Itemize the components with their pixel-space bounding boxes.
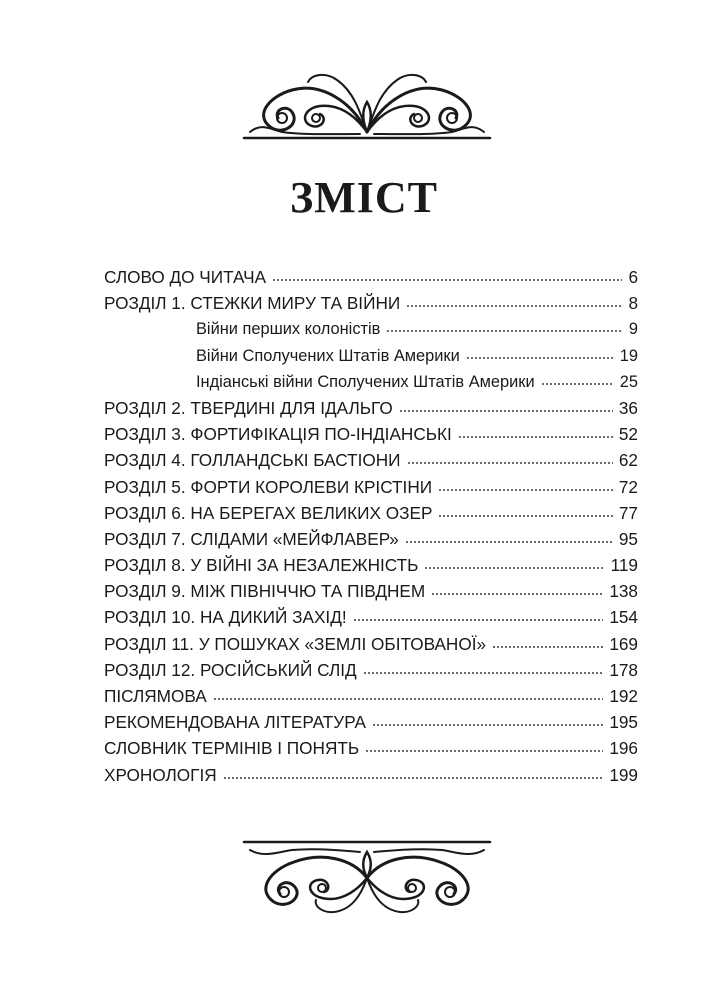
toc-leader-dots [353, 618, 604, 622]
toc-page-number: 195 [609, 712, 638, 733]
toc-page-number: 19 [619, 346, 638, 365]
toc-label: СЛОВНИК ТЕРМІНІВ І ПОНЯТЬ [104, 738, 360, 759]
toc-leader-dots [466, 356, 614, 360]
toc-row[interactable] [104, 526, 638, 552]
toc-leader-dots [431, 592, 603, 596]
toc-page-number: 77 [618, 502, 638, 523]
toc-row[interactable] [104, 290, 638, 316]
toc-label: РОЗДІЛ 4. ГОЛЛАНДСЬКІ БАСТІОНИ [104, 450, 401, 471]
toc-label: Війни Сполучених Штатів Америки [196, 346, 460, 365]
toc-leader-dots [399, 409, 613, 413]
toc-leader-dots [272, 278, 622, 282]
page-title: ЗМІСТ [290, 173, 438, 222]
toc-leader-dots [424, 566, 604, 570]
toc-leader-dots [438, 488, 613, 492]
toc-row[interactable] [104, 604, 638, 630]
toc-leader-dots [492, 645, 603, 649]
toc-page-number: 196 [609, 738, 638, 759]
toc-row[interactable] [104, 264, 638, 290]
toc-label: РОЗДІЛ 10. НА ДИКИЙ ЗАХІД! [104, 607, 347, 628]
toc-label: РОЗДІЛ 3. ФОРТИФІКАЦІЯ ПО-ІНДІАНСЬКІ [104, 424, 452, 445]
toc-label: РОЗДІЛ 2. ТВЕРДИНІ ДЛЯ ІДАЛЬГО [104, 397, 393, 418]
toc-label: СЛОВО ДО ЧИТАЧА [104, 267, 267, 287]
toc-label: ХРОНОЛОГІЯ [104, 764, 217, 785]
toc-leader-dots [406, 304, 622, 308]
toc-row[interactable] [104, 474, 638, 500]
toc-subrow[interactable] [104, 343, 638, 369]
toc-row[interactable] [104, 447, 638, 473]
toc-leader-dots [438, 514, 612, 518]
toc-leader-dots [223, 776, 604, 780]
toc-label: РЕКОМЕНДОВАНА ЛІТЕРАТУРА [104, 712, 366, 733]
toc-page-number: 72 [618, 476, 638, 497]
toc-page-number: 9 [628, 320, 638, 339]
toc-label: РОЗДІЛ 1. СТЕЖКИ МИРУ ТА ВІЙНИ [104, 293, 401, 314]
toc-page-number: 178 [609, 659, 638, 680]
toc-page-number: 62 [618, 450, 638, 471]
toc-page-number: 36 [618, 397, 638, 418]
bottom-ornament [242, 838, 492, 918]
toc-row[interactable] [104, 631, 638, 657]
toc-row[interactable] [104, 709, 638, 735]
toc-page-number: 119 [610, 555, 638, 576]
toc-row[interactable] [104, 578, 638, 604]
toc-label: Індіанські війни Сполучених Штатів Америки [196, 372, 535, 391]
toc-leader-dots [372, 723, 603, 727]
toc-leader-dots [541, 382, 614, 386]
toc-label: РОЗДІЛ 7. СЛІДАМИ «МЕЙФЛАВЕР» [104, 528, 399, 549]
toc-page-number: 169 [609, 633, 638, 654]
toc-page-number: 52 [618, 424, 638, 445]
toc-label: Війни перших колоністів [196, 320, 381, 339]
toc-leader-dots [213, 697, 604, 701]
toc-row[interactable] [104, 421, 638, 447]
toc-page-number: 95 [618, 528, 638, 549]
toc-leader-dots [407, 461, 613, 465]
toc-page-number: 25 [619, 372, 638, 391]
toc-leader-dots [405, 540, 613, 544]
toc-leader-dots [458, 435, 613, 439]
toc-row[interactable] [104, 552, 638, 578]
toc-leader-dots [363, 671, 604, 675]
toc-leader-dots [386, 329, 622, 333]
toc-row[interactable] [104, 683, 638, 709]
toc-label: РОЗДІЛ 6. НА БЕРЕГАХ ВЕЛИКИХ ОЗЕР [104, 502, 433, 523]
toc-page-number: 154 [609, 607, 638, 628]
toc-label: РОЗДІЛ 12. РОСІЙСЬКИЙ СЛІД [104, 659, 357, 680]
toc-row[interactable] [104, 762, 638, 788]
toc-page-number: 138 [609, 581, 638, 602]
toc-row[interactable] [104, 500, 638, 526]
toc-page-number: 8 [628, 293, 638, 314]
toc-row[interactable] [104, 735, 638, 761]
toc-subrow[interactable] [104, 316, 638, 342]
toc-page-number: 199 [609, 764, 638, 785]
toc-row[interactable] [104, 657, 638, 683]
toc-row[interactable] [104, 395, 638, 421]
table-of-contents [104, 264, 638, 788]
toc-subrow[interactable] [104, 369, 638, 395]
toc-label: РОЗДІЛ 9. МІЖ ПІВНІЧЧЮ ТА ПІВДНЕМ [104, 581, 426, 602]
toc-leader-dots [365, 749, 603, 753]
toc-label: РОЗДІЛ 8. У ВІЙНІ ЗА НЕЗАЛЕЖНІСТЬ [104, 555, 419, 576]
toc-label: РОЗДІЛ 11. У ПОШУКАХ «ЗЕМЛІ ОБІТОВАНОЇ» [104, 633, 487, 654]
toc-label: ПІСЛЯМОВА [104, 686, 207, 706]
top-ornament [242, 62, 492, 142]
toc-page-number: 192 [609, 686, 638, 706]
toc-page-number: 6 [628, 267, 638, 287]
toc-label: РОЗДІЛ 5. ФОРТИ КОРОЛЕВИ КРІСТІНИ [104, 476, 433, 497]
